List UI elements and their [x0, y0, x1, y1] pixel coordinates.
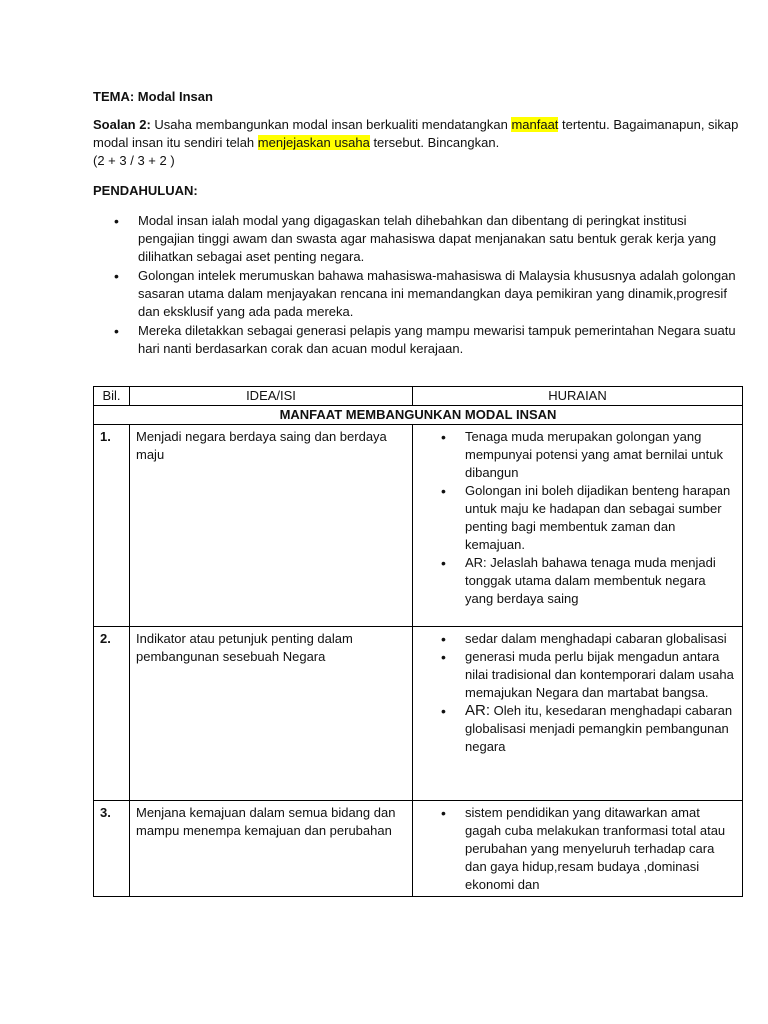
row-number: 1. [94, 425, 130, 627]
huraian-point: • sedar dalam menghadapi cabaran globalisasi [465, 630, 736, 648]
intro-bullet-list [93, 212, 743, 358]
huraian-point: • sistem pendidikan yang ditawarkan amat gagah cuba melakukan tranformasi total atau perubahan yang menyeluruh terhadap cara dan gaya hidup,resam budaya ,dominasi ekonomi dan [465, 804, 736, 894]
question-label: Soalan 2: [93, 117, 151, 132]
huraian-point: • Golongan ini boleh dijadikan benteng harapan untuk maju ke hadapan dan sebagai sumber penting bagi membentuk zaman dan kemajuan. [465, 482, 736, 554]
theme-line [93, 88, 743, 106]
row-idea: Indikator atau petunjuk penting dalam pembangunan sesebuah Negara [130, 627, 413, 801]
manfaat-table [93, 386, 743, 897]
ar-text: Oleh itu, kesedaran menghadapi cabaran globalisasi menjadi pemangkin pembangunan negara [465, 703, 733, 754]
huraian-point: • AR: Jelaslah bahawa tenaga muda menjadi tonggak utama dalam membentuk negara yang berdaya saing [465, 554, 736, 608]
huraian-list [419, 428, 736, 608]
question-text-part3: tersebut. Bincangkan. [373, 135, 500, 150]
section-title: MANFAAT MEMBANGUNKAN MODAL INSAN [94, 406, 743, 425]
row-number: 2. [94, 627, 130, 801]
row-huraian [413, 425, 743, 627]
table-header-row [94, 387, 743, 406]
row-number: 3. [94, 801, 130, 897]
row-idea: Menjana kemajuan dalam semua bidang dan mampu menempa kemajuan dan perubahan [130, 801, 413, 897]
intro-heading: PENDAHULUAN: [93, 183, 198, 198]
question-text-part1: Usaha membangunkan modal insan berkualiti mendatangkan [154, 117, 508, 132]
ar-prefix: AR: [465, 702, 491, 719]
highlight-menjejaskan: menjejaskan usaha [257, 135, 370, 150]
table-row [94, 801, 743, 897]
row-huraian [413, 801, 743, 897]
question-marks: (2 + 3 / 3 + 2 ) [93, 153, 175, 168]
table-row [94, 627, 743, 801]
theme-label: TEMA: [93, 89, 135, 104]
highlight-manfaat: manfaat [511, 117, 559, 132]
intro-bullet: • Mereka diletakkan sebagai generasi pelapis yang mampu mewarisi tampuk pemerintahan Negara suatu hari nanti berdasarkan corak dan acuan modul kerajaan. [138, 322, 743, 358]
table-row [94, 425, 743, 627]
huraian-point-ar [465, 702, 736, 756]
header-idea: IDEA/ISI [130, 387, 413, 406]
intro-bullet: • Golongan intelek merumuskan bahawa mahasiswa-mahasiswa di Malaysia khususnya adalah golongan sasaran utama dalam menjayakan rencana ini memandangkan daya pemikiran yang dinamik,progresif dan eksklusif yang ada pada mereka. [138, 267, 743, 321]
huraian-list [419, 804, 736, 894]
question-paragraph [93, 116, 743, 170]
document-page [93, 88, 743, 897]
theme-value: Modal Insan [137, 89, 213, 104]
header-huraian: HURAIAN [413, 387, 743, 406]
intro-bullet: • Modal insan ialah modal yang digagaskan telah dihebahkan dan dibentang di peringkat institusi pengajian tinggi awam dan swasta agar mahasiswa dapat menjanakan satu bentuk gerak kerja yang dilihatkan sebagai aset penting negara. [138, 212, 743, 266]
huraian-point: • generasi muda perlu bijak mengadun antara nilai tradisional dan kontemporari dalam usaha memajukan Negara dan martabat bangsa. [465, 648, 736, 702]
header-bil: Bil. [94, 387, 130, 406]
question-text-part2: tertentu. Bagaimanapun, sikap modal insan itu sendiri telah [93, 117, 739, 150]
row-huraian [413, 627, 743, 801]
huraian-point: • Tenaga muda merupakan golongan yang mempunyai potensi yang amat bernilai untuk dibangun [465, 428, 736, 482]
table-section-row [94, 406, 743, 425]
row-idea: Menjadi negara berdaya saing dan berdaya maju [130, 425, 413, 627]
huraian-list [419, 630, 736, 756]
